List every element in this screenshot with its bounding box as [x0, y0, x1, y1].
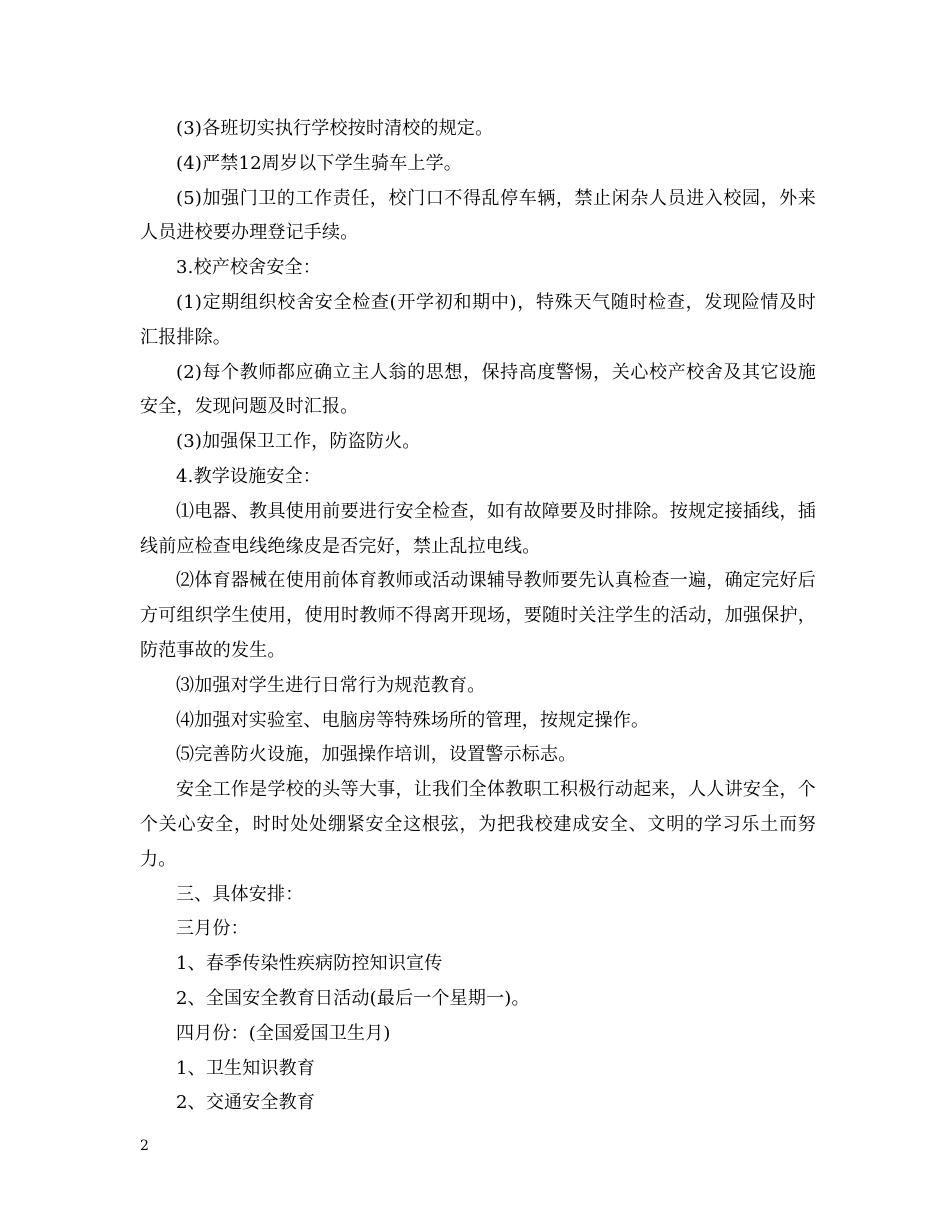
paragraph-property-1: (1)定期组织校舍安全检查(开学初和期中)，特殊天气随时检查，发现险情及时汇报排除。	[140, 291, 816, 348]
document-body	[140, 112, 816, 1121]
paragraph-facilities-4: ⑷加强对实验室、电脑房等特殊场所的管理，按规定操作。	[176, 709, 650, 731]
paragraph-facilities-3: ⑶加强对学生进行日常行为规范教育。	[176, 674, 486, 696]
section-heading-property-safety: 3.校产校舍安全：	[176, 257, 321, 279]
list-item-april-1: 1、卫生知识教育	[176, 1057, 316, 1079]
month-heading-april: 四月份：(全国爱国卫生月)	[176, 1022, 391, 1044]
paragraph-rule-5: (5)加强门卫的工作责任，校门口不得乱停车辆，禁止闲杂人员进入校园，外来人员进校要办理登记手续。	[140, 187, 816, 244]
paragraph-conclusion: 安全工作是学校的头等大事，让我们全体教职工积极行动起来，人人讲安全，个个关心安全，时时处处绷紧安全这根弦，为把我校建成安全、文明的学习乐土而努力。	[140, 779, 816, 870]
list-item-march-2: 2、全国安全教育日活动(最后一个星期一)。	[176, 987, 530, 1009]
paragraph-facilities-1: ⑴电器、教具使用前要进行安全检查，如有故障要及时排除。按规定接插线，插线前应检查电线绝缘皮是否完好，禁止乱拉电线。	[140, 500, 816, 557]
paragraph-property-2: (2)每个教师都应确立主人翁的思想，保持高度警惕，关心校产校舍及其它设施安全，发现问题及时汇报。	[140, 361, 816, 418]
paragraph-facilities-5: ⑸完善防火设施，加强操作培训，设置警示标志。	[176, 744, 577, 766]
section-heading-teaching-facilities: 4.教学设施安全：	[176, 465, 321, 487]
month-heading-march: 三月份：	[176, 918, 249, 940]
list-item-april-2: 2、交通安全教育	[176, 1092, 316, 1114]
page-number: 2	[140, 1138, 149, 1154]
paragraph-property-3: (3)加强保卫工作，防盗防火。	[176, 431, 421, 453]
section-heading-arrangements: 三、具体安排：	[176, 883, 304, 905]
paragraph-rule-4: (4)严禁12周岁以下学生骑车上学。	[176, 152, 462, 174]
paragraph-rule-3: (3)各班切实执行学校按时清校的规定。	[176, 118, 494, 139]
paragraph-facilities-2: ⑵体育器械在使用前体育教师或活动课辅导教师要先认真检查一遍，确定完好后方可组织学生使用，使用时教师不得离开现场，要随时关注学生的活动，加强保护，防范事故的发生。	[140, 570, 816, 661]
list-item-march-1: 1、春季传染性疾病防控知识宣传	[176, 953, 443, 975]
